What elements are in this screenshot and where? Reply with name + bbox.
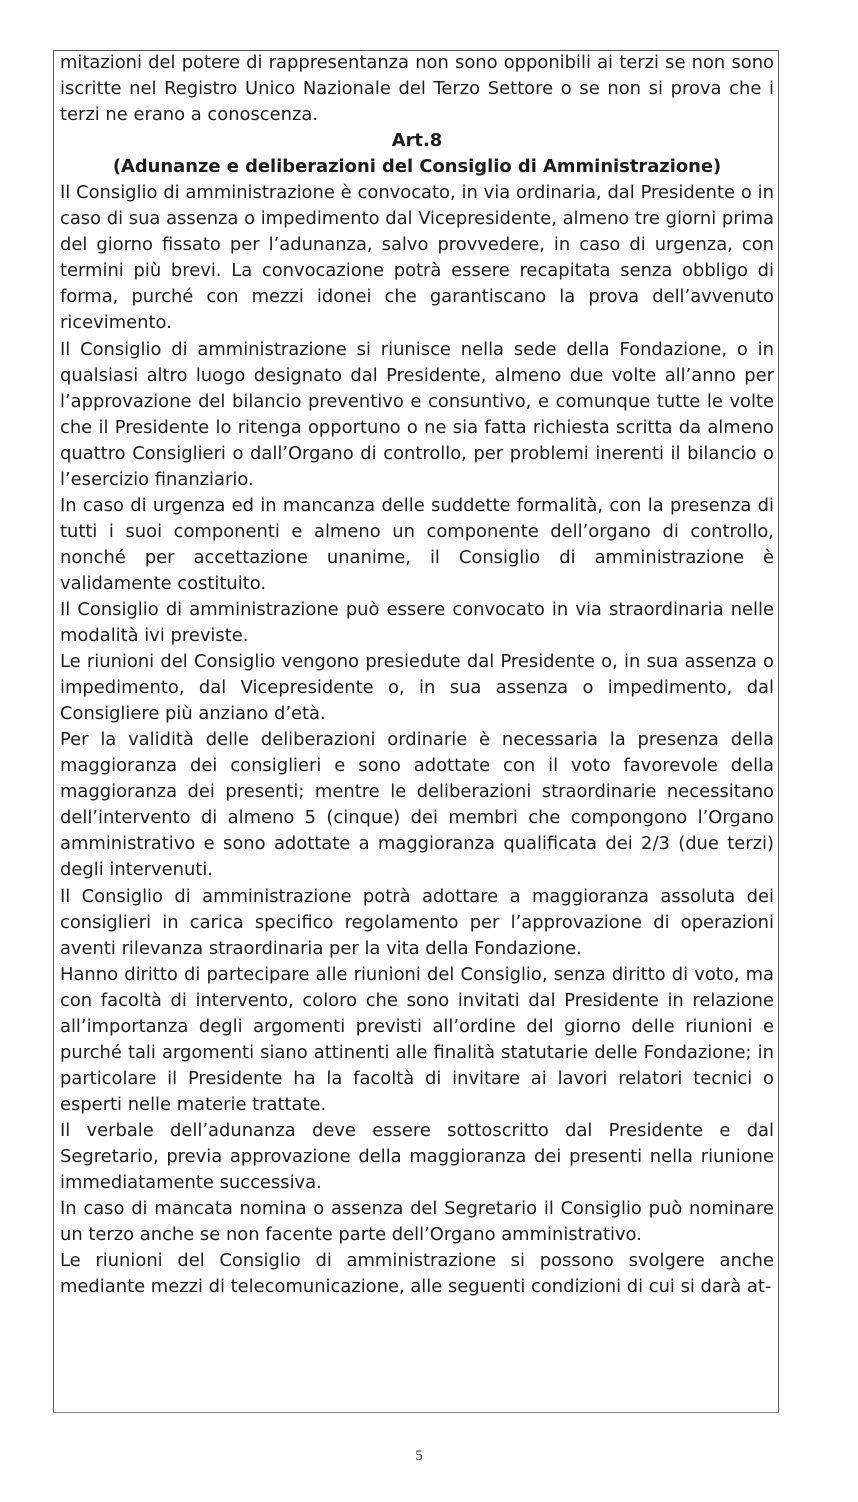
page-number: 5 [415,1448,423,1464]
article-title: (Adunanze e deliberazioni del Consiglio di Amministrazione) [112,156,722,178]
paragraph: Il verbale dell’adunanza deve essere sottoscritto dal Presidente e dal Segretario, previa approvazione della maggioranza dei presenti nella riunione immediatamente successiva. [60,1119,774,1194]
paragraph: Il Consiglio di amministrazione si riunisce nella sede della Fondazione, o in qualsiasi altro luogo designato dal Presidente, almeno due volte all’anno per l’approvazione del bilancio preventivo e consuntivo, e comunque tutte le volte che il Presidente lo ritenga opportuno o ne sia fatta richiesta scritta da almeno quattro Consiglieri o dall’Organo di controllo, per problemi inerenti il bilancio o l’esercizio finanziario. [60,338,774,490]
intro-paragraph: mitazioni del potere di rappresentanza non sono opponibili ai terzi se non sono iscritte nel Registro Unico Nazionale del Terzo Settore o se non si prova che i terzi ne erano a conoscenza. [60,52,774,126]
document-body [60,50,774,1300]
bottom-rule [53,1412,779,1413]
paragraph: In caso di urgenza ed in mancanza delle suddette formalità, con la presenza di tutti i suoi componenti e almeno un componente dell’organo di controllo, nonché per accettazione unanime, il Consiglio di amministrazione è validamente costituito. [60,494,774,594]
paragraph: Il Consiglio di amministrazione è convocato, in via ordinaria, dal Presidente o in caso di sua assenza o impedimento dal Vicepresidente, almeno tre giorni prima del giorno fissato per l’adunanza, salvo provvedere, in caso di urgenza, con termini più brevi. La convocazione potrà essere recapitata senza obbligo di forma, purché con mezzi idonei che garantiscano la prova dell’avvenuto ricevimento. [60,182,774,334]
paragraph: Il Consiglio di amministrazione potrà adottare a maggioranza assoluta dei consiglieri in carica specifico regolamento per l’approvazione di operazioni aventi rilevanza straordinaria per la vita della Fondazione. [60,885,774,959]
paragraph: Le riunioni del Consiglio di amministrazione si possono svolgere anche mediante mezzi di telecomunicazione, alle seguenti condizioni di cui si darà at- [60,1250,774,1298]
paragraph: In caso di mancata nomina o assenza del Segretario il Consiglio può nominare un terzo anche se non facente parte dell’Organo amministrativo. [60,1198,774,1246]
paragraph: Le riunioni del Consiglio vengono presiedute dal Presidente o, in sua assenza o impedimento, dal Vicepresidente o, in sua assenza o impedimento, dal Consigliere più anziano d’età. [60,651,774,725]
paragraph: Per la validità delle deliberazioni ordinarie è necessaria la presenza della maggioranza dei consiglieri e sono adottate con il voto favorevole della maggioranza dei presenti; mentre le deliberazioni straordinarie necessitano dell’intervento di almeno 5 (cinque) dei membri che compongono l’Organo amministrativo e sono adottate a maggioranza qualificata dei 2/3 (due terzi) degli intervenuti. [60,729,774,881]
paragraph: Hanno diritto di partecipare alle riunioni del Consiglio, senza diritto di voto, ma con facoltà di intervento, coloro che sono invitati dal Presidente in relazione all’importanza degli argomenti previsti all’ordine del giorno delle riunioni e purché tali argomenti siano attinenti alle finalità statutarie delle Fondazione; in particolare il Presidente ha la facoltà di invitare ai lavori relatori tecnici o esperti nelle materie trattate. [60,963,774,1115]
paragraph: Il Consiglio di amministrazione può essere convocato in via straordinaria nelle modalità ivi previste. [60,598,774,647]
article-number: Art.8 [391,130,443,152]
